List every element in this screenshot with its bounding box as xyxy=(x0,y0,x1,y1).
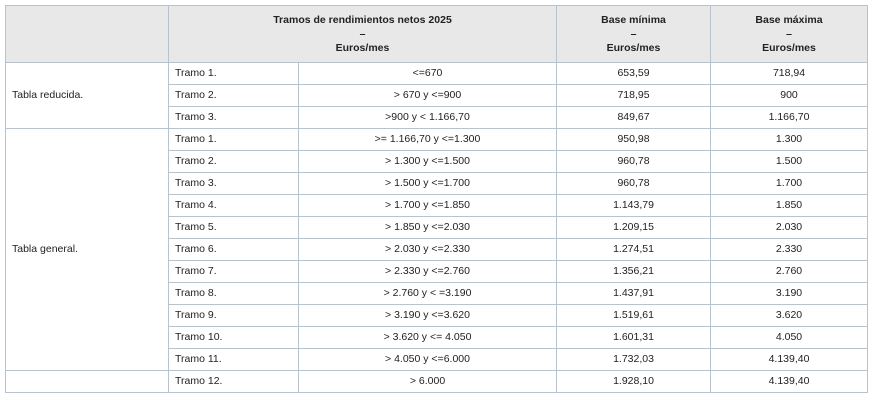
contribution-bases-table xyxy=(5,5,868,393)
range-cell: > 1.700 y <=1.850 xyxy=(299,195,557,217)
header-tramos: Tramos de rendimientos netos 2025 – Euros/mes xyxy=(169,6,557,63)
header-base-maxima: Base máxima – Euros/mes xyxy=(711,6,868,63)
base-max-cell: 1.850 xyxy=(711,195,868,217)
tramo-label: Tramo 2. xyxy=(169,85,299,107)
range-cell: >= 1.166,70 y <=1.300 xyxy=(299,129,557,151)
tramo-label: Tramo 7. xyxy=(169,261,299,283)
base-min-cell: 960,78 xyxy=(557,151,711,173)
header-row xyxy=(6,6,868,63)
base-min-cell: 1.732,03 xyxy=(557,349,711,371)
tramo-label: Tramo 3. xyxy=(169,107,299,129)
base-min-cell: 849,67 xyxy=(557,107,711,129)
base-max-cell: 900 xyxy=(711,85,868,107)
tramo-label: Tramo 4. xyxy=(169,195,299,217)
base-max-cell: 4.050 xyxy=(711,327,868,349)
range-cell: > 3.620 y <= 4.050 xyxy=(299,327,557,349)
range-cell: > 4.050 y <=6.000 xyxy=(299,349,557,371)
table-row xyxy=(6,63,868,85)
tramo-label: Tramo 6. xyxy=(169,239,299,261)
base-max-cell: 1.700 xyxy=(711,173,868,195)
base-max-cell: 718,94 xyxy=(711,63,868,85)
range-cell: > 2.030 y <=2.330 xyxy=(299,239,557,261)
tramo-label: Tramo 3. xyxy=(169,173,299,195)
base-max-cell: 2.760 xyxy=(711,261,868,283)
range-cell: > 1.850 y <=2.030 xyxy=(299,217,557,239)
base-min-cell: 653,59 xyxy=(557,63,711,85)
group-label-reducida: Tabla reducida. xyxy=(6,63,169,129)
range-cell: > 2.760 y < =3.190 xyxy=(299,283,557,305)
tramo-label: Tramo 2. xyxy=(169,151,299,173)
base-max-cell: 4.139,40 xyxy=(711,349,868,371)
base-max-cell: 1.500 xyxy=(711,151,868,173)
range-cell: > 1.300 y <=1.500 xyxy=(299,151,557,173)
base-max-cell: 1.166,70 xyxy=(711,107,868,129)
header-blank-cell xyxy=(6,6,169,63)
range-cell: > 6.000 xyxy=(299,371,557,393)
range-cell: >900 y < 1.166,70 xyxy=(299,107,557,129)
range-cell: <=670 xyxy=(299,63,557,85)
tramo-label: Tramo 5. xyxy=(169,217,299,239)
base-max-cell: 2.030 xyxy=(711,217,868,239)
range-cell: > 670 y <=900 xyxy=(299,85,557,107)
group-label-empty xyxy=(6,371,169,393)
tramo-label: Tramo 10. xyxy=(169,327,299,349)
base-max-cell: 1.300 xyxy=(711,129,868,151)
table-row xyxy=(6,371,868,393)
base-min-cell: 1.601,31 xyxy=(557,327,711,349)
base-min-cell: 1.437,91 xyxy=(557,283,711,305)
base-max-cell: 3.620 xyxy=(711,305,868,327)
tramo-label: Tramo 9. xyxy=(169,305,299,327)
base-min-cell: 960,78 xyxy=(557,173,711,195)
tramo-label: Tramo 1. xyxy=(169,129,299,151)
base-max-cell: 2.330 xyxy=(711,239,868,261)
header-base-minima: Base mínima – Euros/mes xyxy=(557,6,711,63)
table-row xyxy=(6,129,868,151)
base-min-cell: 718,95 xyxy=(557,85,711,107)
base-min-cell: 1.519,61 xyxy=(557,305,711,327)
base-min-cell: 1.143,79 xyxy=(557,195,711,217)
tramo-label: Tramo 1. xyxy=(169,63,299,85)
group-label-general: Tabla general. xyxy=(6,129,169,371)
tramo-label: Tramo 8. xyxy=(169,283,299,305)
base-max-cell: 4.139,40 xyxy=(711,371,868,393)
range-cell: > 1.500 y <=1.700 xyxy=(299,173,557,195)
tramo-label: Tramo 12. xyxy=(169,371,299,393)
base-min-cell: 1.274,51 xyxy=(557,239,711,261)
base-min-cell: 1.209,15 xyxy=(557,217,711,239)
base-min-cell: 1.356,21 xyxy=(557,261,711,283)
base-min-cell: 1.928,10 xyxy=(557,371,711,393)
base-max-cell: 3.190 xyxy=(711,283,868,305)
range-cell: > 2.330 y <=2.760 xyxy=(299,261,557,283)
base-min-cell: 950,98 xyxy=(557,129,711,151)
tramo-label: Tramo 11. xyxy=(169,349,299,371)
range-cell: > 3.190 y <=3.620 xyxy=(299,305,557,327)
